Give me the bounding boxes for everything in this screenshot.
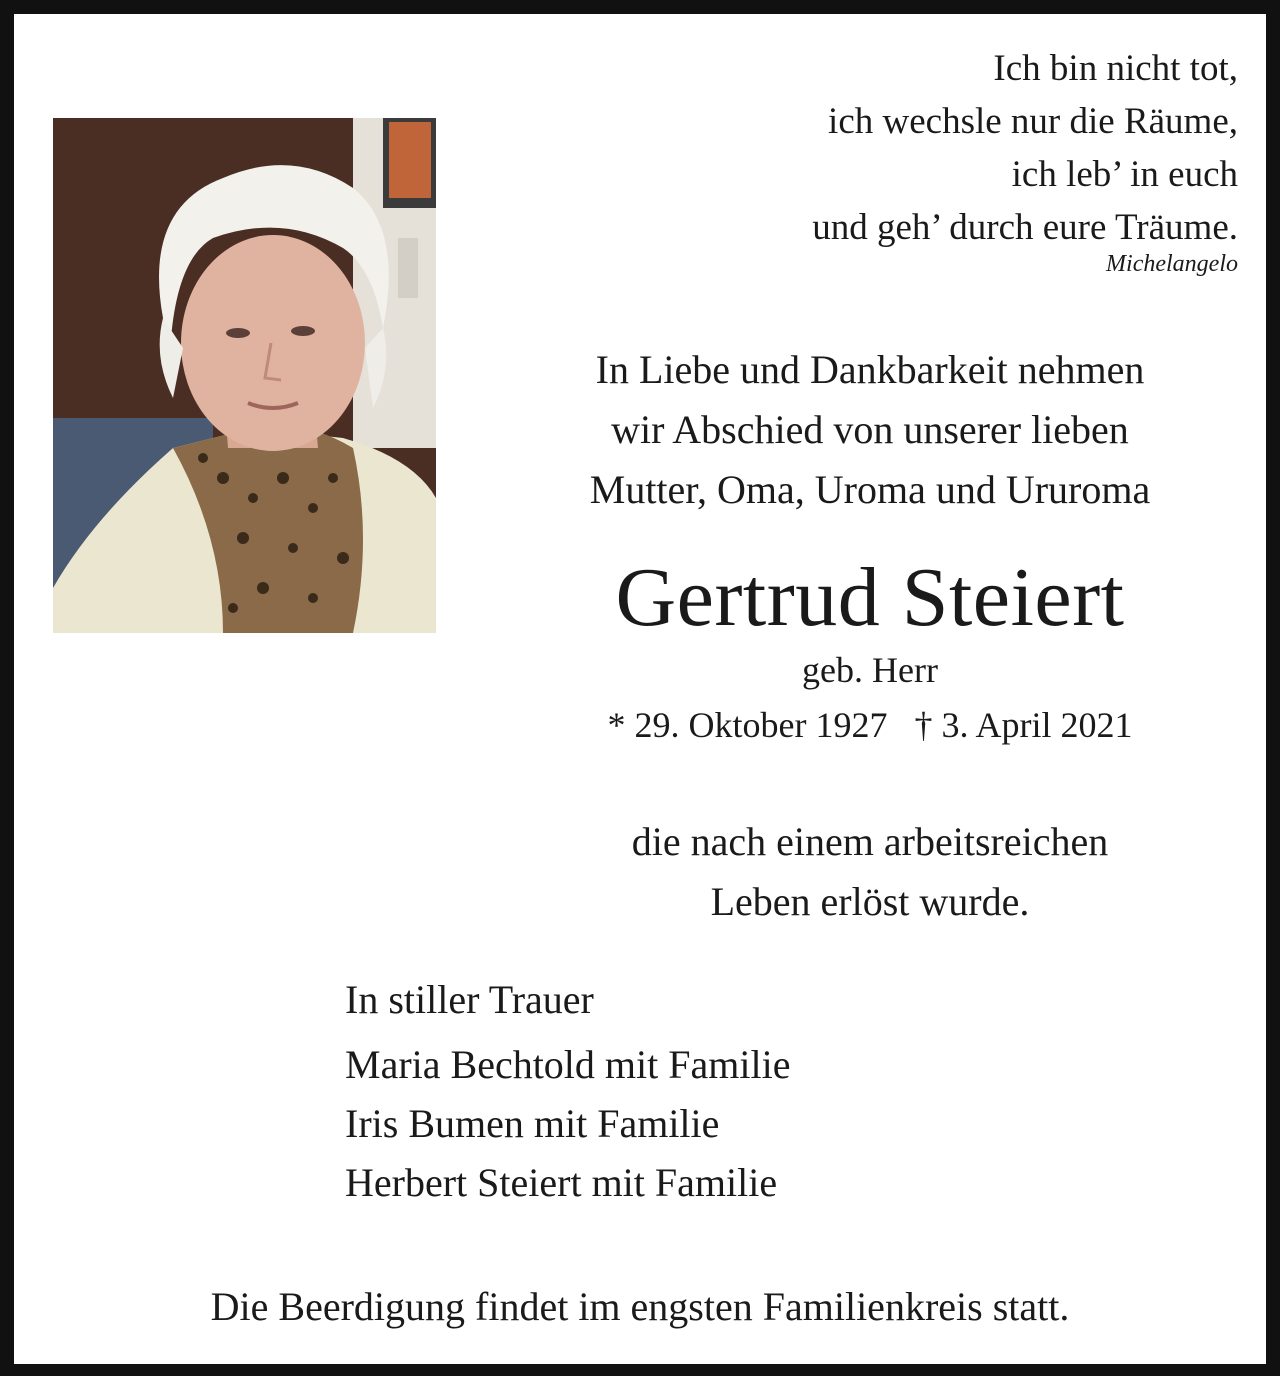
poem-author: Michelangelo bbox=[1106, 251, 1238, 277]
outro-line: die nach einem arbeitsreichen bbox=[631, 819, 1109, 864]
mourning-title: In stiller Trauer bbox=[345, 977, 594, 1022]
poem-line: und geh’ durch eure Träume. bbox=[812, 207, 1238, 248]
poem-line: ich leb’ in euch bbox=[1011, 154, 1238, 195]
mourners-list bbox=[345, 1035, 790, 1212]
mourner-name: Maria Bechtold mit Familie bbox=[345, 1042, 791, 1087]
outro-line: Leben erlöst wurde. bbox=[710, 879, 1030, 924]
burial-note: Die Beerdigung findet im engsten Familienkreis statt. bbox=[210, 1284, 1070, 1329]
mourner-name: Iris Bumen mit Familie bbox=[345, 1101, 720, 1146]
portrait-photo bbox=[53, 118, 436, 633]
portrait-image bbox=[53, 118, 436, 633]
intro-line: Mutter, Oma, Uroma und Ururoma bbox=[589, 467, 1151, 512]
intro-line: In Liebe und Dankbarkeit nehmen bbox=[595, 347, 1145, 392]
poem-line: Ich bin nicht tot, bbox=[993, 48, 1238, 89]
intro-text bbox=[470, 340, 1270, 520]
poem bbox=[812, 42, 1238, 282]
life-dates: * 29. Oktober 1927 † 3. April 2021 bbox=[607, 705, 1133, 745]
poem-line: ich wechsle nur die Räume, bbox=[828, 101, 1238, 142]
mourner-name: Herbert Steiert mit Familie bbox=[345, 1160, 778, 1205]
deceased-name: Gertrud Steiert bbox=[615, 551, 1125, 644]
birth-name: geb. Herr bbox=[802, 650, 938, 690]
outro-text bbox=[470, 812, 1270, 932]
intro-line: wir Abschied von unserer lieben bbox=[611, 407, 1129, 452]
